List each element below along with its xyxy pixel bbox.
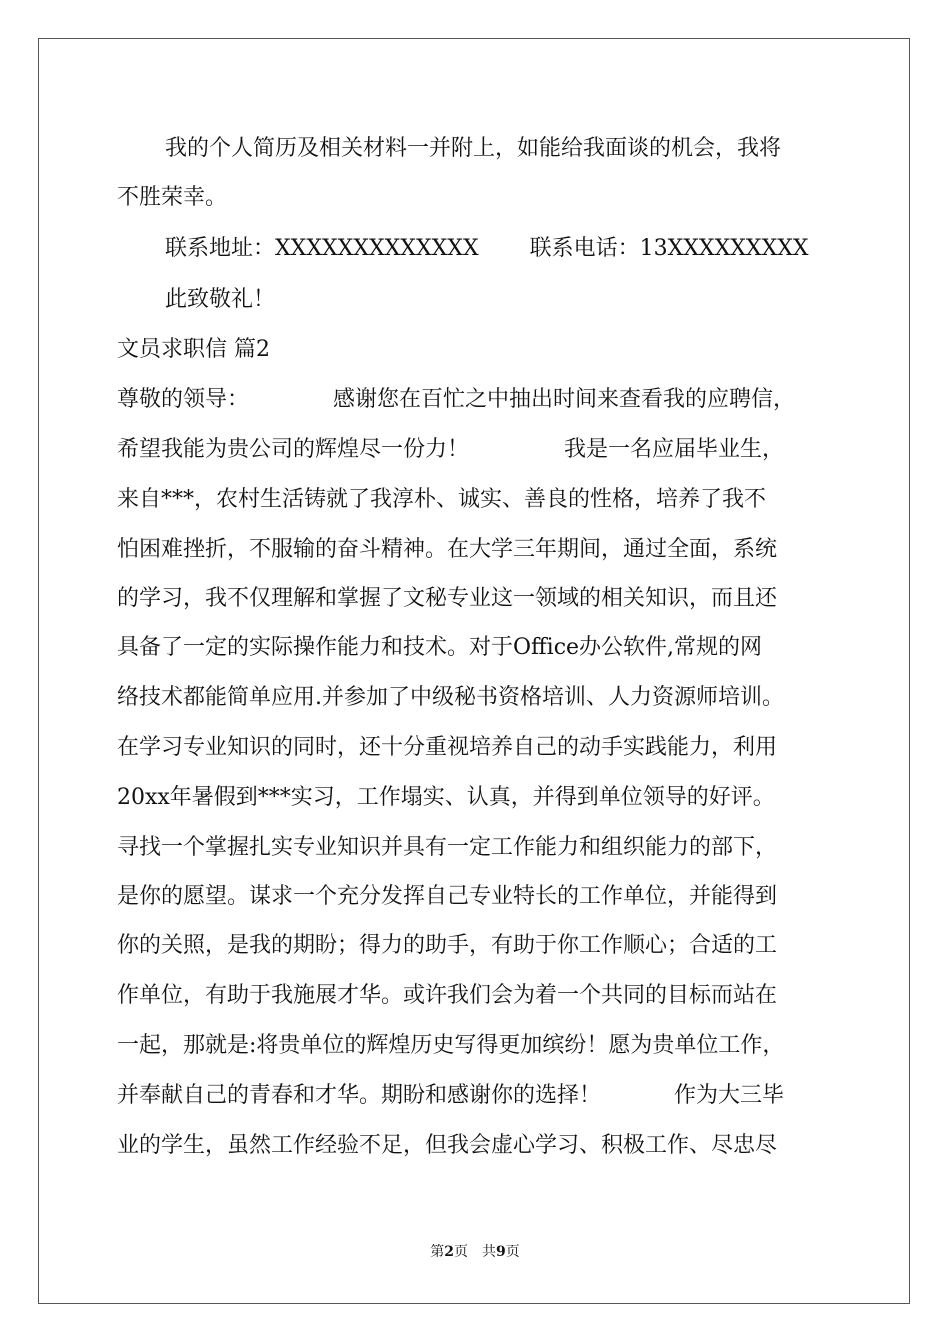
body-line-12: 络技术都能简单应用.并参加了中级秘书资格培训、人力资源师培训。 — [117, 685, 784, 710]
footer-page-number: 2 — [444, 1244, 454, 1260]
page-footer — [0, 1243, 950, 1261]
closing-line: 此致敬礼！ — [165, 287, 276, 312]
body-line-15: 寻找一个掌握扎实专业知识并具有一定工作能力和组织能力的部下， — [117, 835, 778, 860]
body-line-10: 的学习，我不仅理解和掌握了文秘专业这一领域的相关知识，而且还 — [117, 586, 778, 611]
body-line-8: 来自***，农村生活铸就了我淳朴、诚实、善良的性格，培养了我不 — [117, 487, 767, 512]
body-line-6: 尊敬的领导： 感谢您在百忙之中抽出时间来查看我的应聘信， — [117, 387, 795, 412]
body-line-7: 希望我能为贵公司的辉煌尽一份力！ 我是一名应届毕业生， — [117, 437, 784, 462]
footer-suffix: 页 — [505, 1244, 520, 1260]
body-line-19: 一起，那就是:将贵单位的辉煌历史写得更加缤纷！愿为贵单位工作， — [117, 1033, 785, 1058]
body-line-17: 你的关照，是我的期盼；得力的助手，有助于你工作顺心；合适的工 — [117, 933, 778, 958]
body-line-9: 怕困难挫折，不服输的奋斗精神。在大学三年期间，通过全面，系统 — [117, 537, 778, 562]
body-line-21: 业的学生，虽然工作经验不足，但我会虚心学习、积极工作、尽忠尽 — [117, 1133, 778, 1158]
contact-line: 联系地址：XXXXXXXXXXXXX 联系电话：13XXXXXXXXX — [165, 236, 809, 261]
body-line-14: 20xx年暑假到***实习，工作塌实、认真，并得到单位领导的好评。 — [117, 785, 775, 810]
footer-middle: 页 共 — [454, 1244, 496, 1260]
body-line-20: 并奉献自己的青春和才华。期盼和感谢你的选择！ 作为大三毕 — [117, 1083, 784, 1108]
body-line-11: 具备了一定的实际操作能力和技术。对于Office办公软件,常规的网 — [117, 635, 763, 660]
body-line-2: 不胜荣幸。 — [117, 185, 228, 210]
section-heading: 文员求职信 篇2 — [117, 337, 270, 362]
page-border — [38, 38, 910, 1304]
footer-prefix: 第 — [430, 1244, 445, 1260]
footer-total-pages: 9 — [496, 1244, 506, 1260]
body-line-18: 作单位，有助于我施展才华。或许我们会为着一个共同的目标而站在 — [117, 983, 778, 1008]
body-line-13: 在学习专业知识的同时，还十分重视培养自己的动手实践能力，利用 — [117, 735, 778, 760]
body-line-1: 我的个人简历及相关材料一并附上，如能给我面谈的机会，我将 — [165, 136, 782, 161]
body-line-16: 是你的愿望。谋求一个充分发挥自己专业特长的工作单位，并能得到 — [117, 884, 778, 909]
